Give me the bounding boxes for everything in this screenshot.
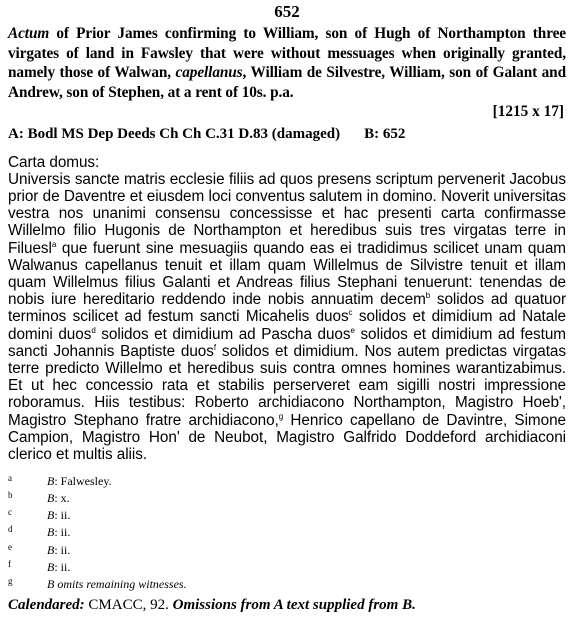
footnotes [8,473,566,593]
calendared-omissions: Omissions from A text supplied from B. [172,596,416,613]
footnote-ref-e: e [350,325,355,335]
footnote [8,524,566,541]
latin-seg-4: solidos et dimidium ad Natale domini duos [8,308,566,343]
manuscript-a: A: Bodl MS Dep Deeds Ch Ch C.31 D.83 (damaged) [8,125,341,142]
footnote-ref-a: a [51,239,57,249]
latin-body [8,171,566,463]
footnote-source: B [47,474,55,489]
footnote-source: B [47,576,55,591]
footnote [8,559,566,576]
footnote-source: B [47,508,55,523]
footnote-text: omits remaining witnesses. [54,576,187,591]
footnote-text: : Falwesley. [54,474,112,489]
summary-part-1: of Prior James confirming to William, son of Hugh of Northampton three virgates of land in Fawsley that were without messuages when originally granted, namely those of Walwan, [8,25,566,81]
latin-seg-6: solidos et dimidium ad festum sancti Johannis Baptiste duos [8,325,566,360]
footnote-ref-c: c [348,308,353,318]
calendared-colon: : [79,596,85,613]
footnote [8,542,566,559]
footnote-ref-f: f [213,342,217,352]
footnote-label: a [8,473,12,484]
footnote-text: : ii. [54,525,71,540]
summary-actum: Actum [8,25,50,42]
manuscript-b: B: 652 [364,125,406,142]
footnote-label: g [8,575,13,586]
footnote-text: : ii. [54,542,71,557]
document-number: 652 [274,2,300,21]
footnote-text: : ii. [54,559,71,574]
latin-opening: Carta domus: [8,153,100,171]
footnote-label: e [8,541,12,552]
latin-seg-2: que fuerunt sine mesuagiis quando eas ei tradidimus scilicet unam quam Walwanus capellanus tenuit et illam quam Willelmus de Silvistre tenuit et illam quam Willelmus filius Galanti et Andreas filius Stephani tenuerunt: tenendas de nobis iure hereditario reddendo inde nobis annuatim decem [8,239,566,309]
footnote-ref-g: g [278,411,284,421]
footnote-label: c [8,507,12,518]
footnote-source: B [47,491,55,506]
document-summary [8,24,566,102]
latin-seg-7: solidos et dimidium. Nos autem predictas virgatas terre predicto Willelmo et heredibus suis contra omnes homines warantizabimus. Et ut hec concessio rata et stabilis perserveret eam sigilli nostri impressione roboramus. Hiis testibus: Roberto archidiacono Northampton, Magistro Hoeb', Magistro Stephano fratre archidiacono, [8,342,566,429]
footnote-ref-d: d [91,325,96,335]
footnote-label: d [8,524,13,535]
footnote [8,576,566,593]
latin-text [8,154,566,464]
calendared-ref: CMACC, 92. [84,596,173,613]
calendared-label: Calendared [8,596,80,613]
footnote-source: B [47,559,55,574]
latin-seg-8: Henrico capellano de Davintre, Simone Campion, Magistro Hon' de Neubot, Magistro Galfrido Doddeford archidiaconi clerico et multis aliis. [8,411,566,463]
footnote-source: B [47,525,55,540]
footnote-text: : ii. [54,508,71,523]
footnote-source: B [47,542,55,557]
summary-capellanus: capellanus [175,64,243,81]
footnote-text: : x. [54,491,70,506]
footnote-ref-b: b [425,291,431,301]
footnote-label: b [8,490,13,501]
latin-seg-3: solidos ad quatuor terminos scilicet ad festum sancti Micahelis duos [8,291,566,326]
summary-part-2: , William de Silvestre, William, son of Galant and Andrew, son of Stephen, at a rent of 10s. p.a. [8,64,566,101]
document-date: [1215 x 17] [492,103,564,120]
footnote [8,507,566,524]
manuscript-sources [8,125,566,144]
latin-seg-1: Universis sancte matris ecclesie filiis ad quos presens scriptum pervenerit Jacobus prior de Daventre et eiusdem loci conventus salutem in domino. Noverit universitas vestra nos unanimi consensu concessisse et hac presenti carta confirmasse Willelmo filio Hugonis de Northampton et heredibus suis tres virgatas terre in Filuesl [8,170,566,257]
footnote [8,473,566,490]
footnote [8,490,566,507]
calendared-line [8,595,566,615]
latin-seg-5: solidos et dimidium ad Pascha duos [95,325,351,343]
footnote-label: f [8,558,11,569]
